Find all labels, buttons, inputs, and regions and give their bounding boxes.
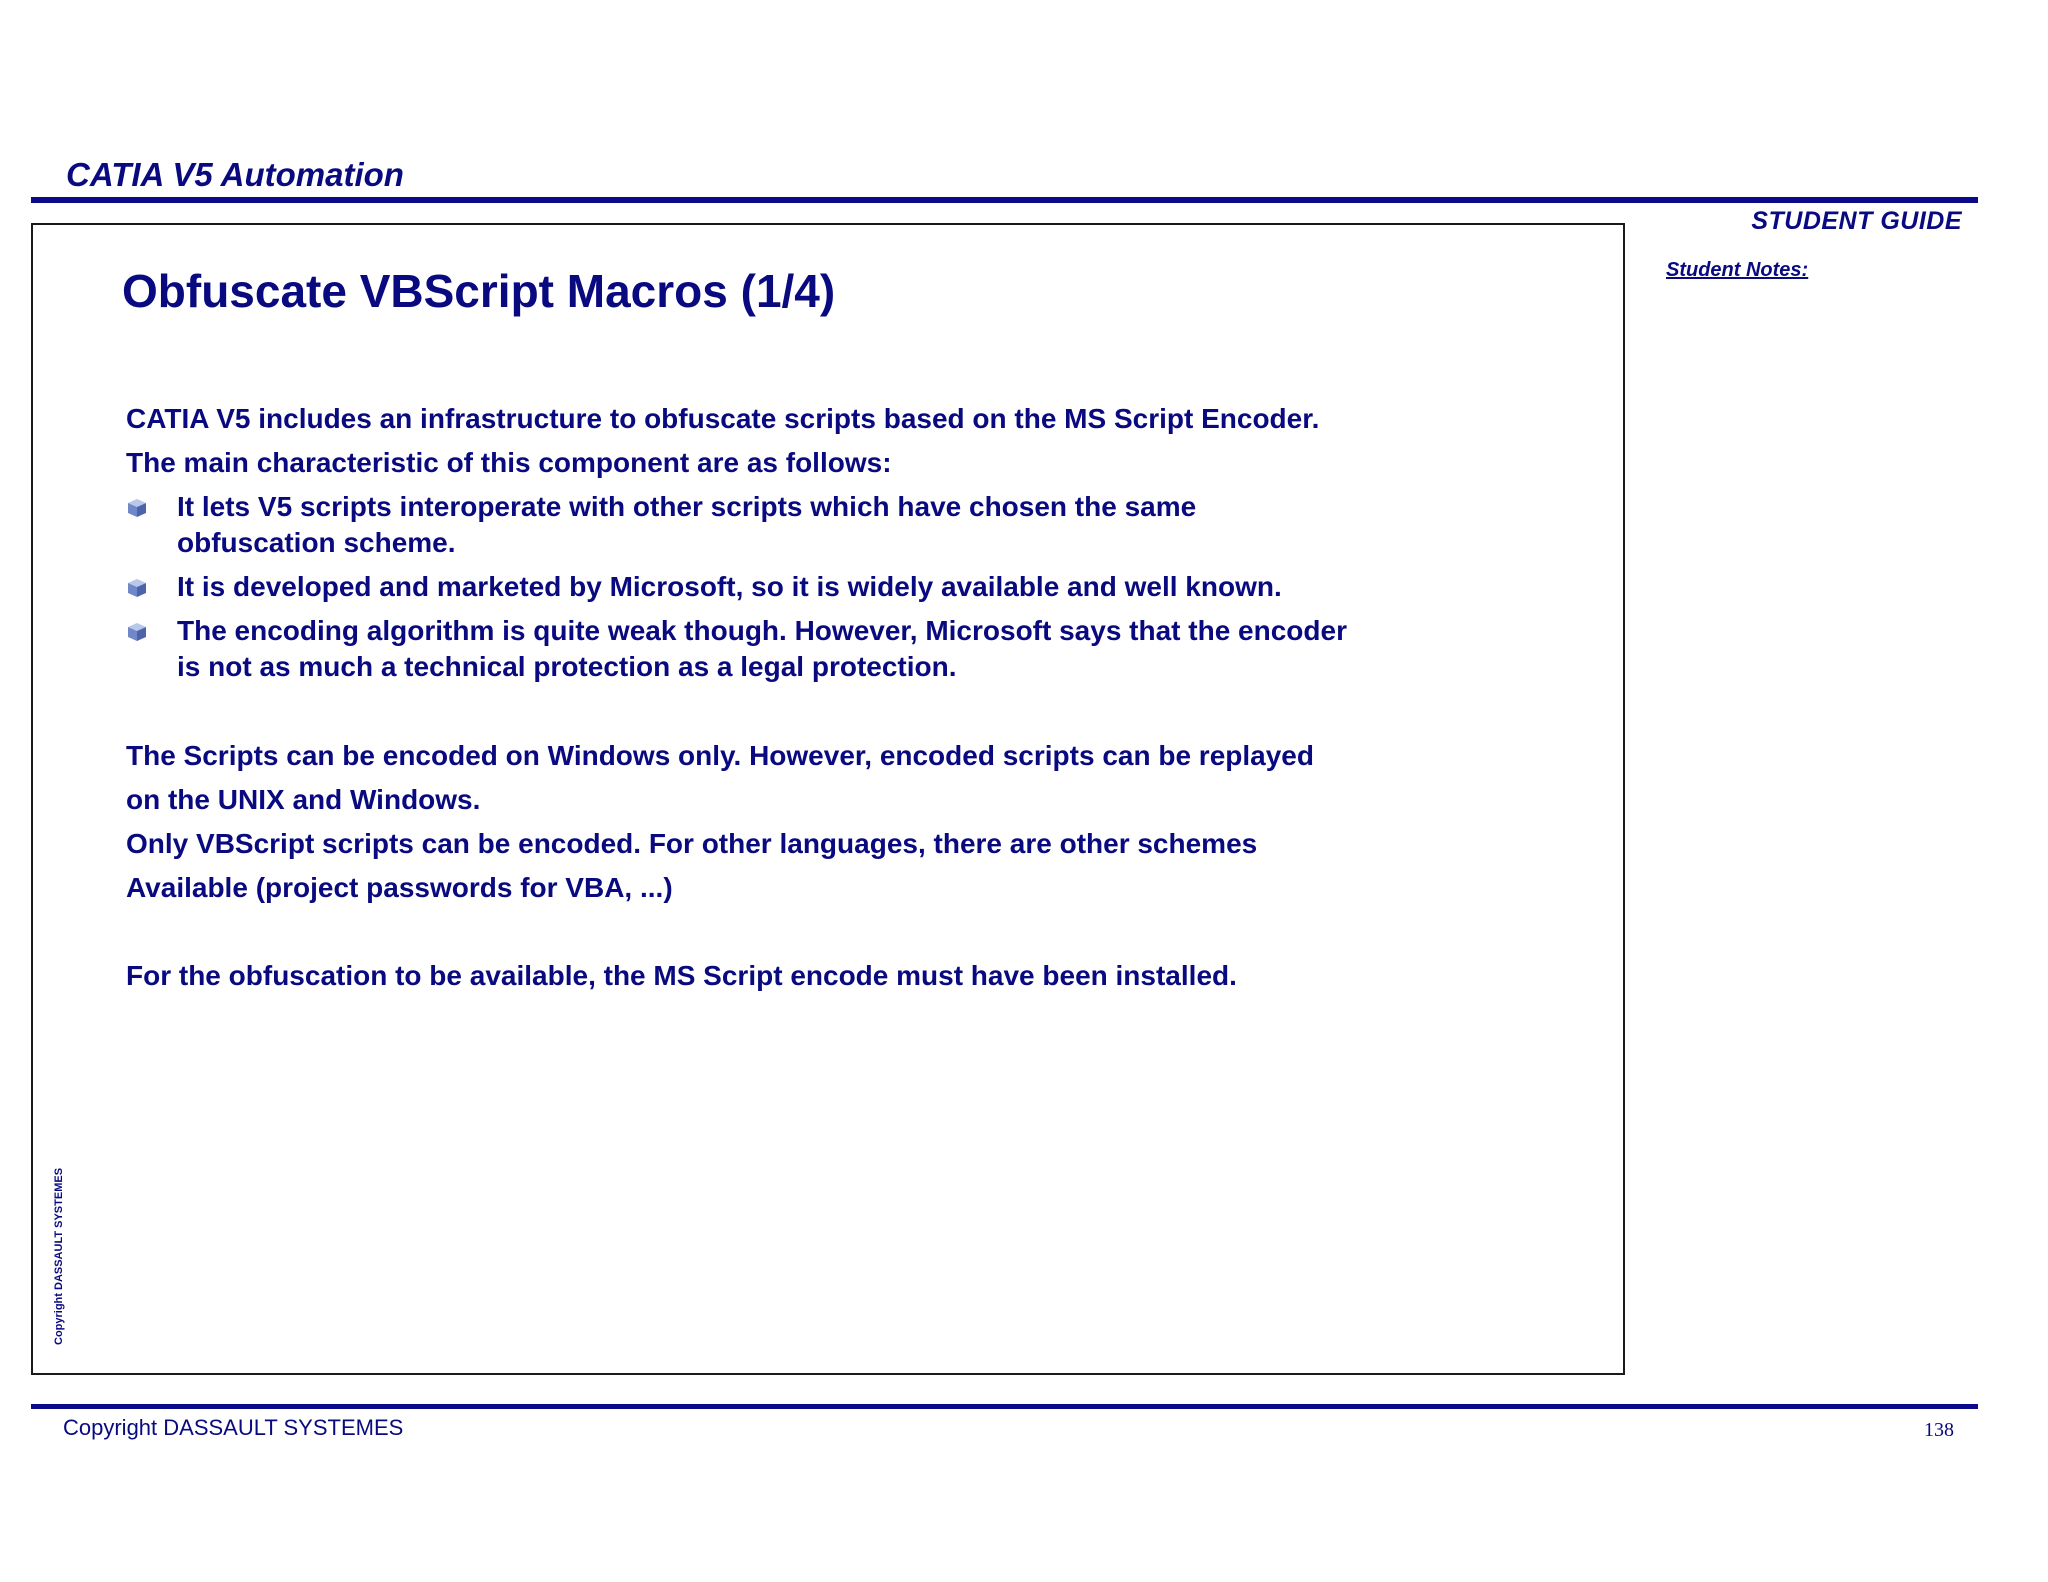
- paragraph2-line-4: Available (project passwords for VBA, ...): [126, 872, 673, 903]
- student-guide-label: STUDENT GUIDE: [1751, 207, 1962, 235]
- paragraph2-line-3: Only VBScript scripts can be encoded. For other languages, there are other schemes: [126, 828, 1258, 859]
- cube-bullet-icon: [126, 498, 148, 518]
- intro-line-2: The main characteristic of this component are as follows:: [126, 447, 892, 478]
- student-notes-label: Student Notes:: [1666, 259, 1809, 281]
- bullet-1-line-2: obfuscation scheme.: [177, 527, 456, 558]
- header-rule: [31, 197, 1978, 203]
- cube-bullet-icon: [126, 622, 148, 642]
- header-title: CATIA V5 Automation: [66, 156, 404, 193]
- page-number: 138: [1924, 1419, 1954, 1441]
- intro-line-1: CATIA V5 includes an infrastructure to obfuscate scripts based on the MS Script Encoder.: [126, 403, 1320, 434]
- bullet-3-line-2: is not as much a technical protection as a legal protection.: [177, 651, 957, 682]
- footer-copyright: Copyright DASSAULT SYSTEMES: [63, 1415, 404, 1440]
- bullet-2-line-1: It is developed and marketed by Microsoft, so it is widely available and well known.: [177, 571, 1282, 602]
- slide-title: Obfuscate VBScript Macros (1/4): [122, 265, 836, 317]
- paragraph2-line-1: The Scripts can be encoded on Windows only. However, encoded scripts can be replayed: [126, 740, 1314, 771]
- paragraph2-line-2: on the UNIX and Windows.: [126, 784, 481, 815]
- side-copyright: Copyright DASSAULT SYSTEMES: [53, 1167, 65, 1345]
- footer-rule: [31, 1404, 1978, 1409]
- cube-bullet-icon: [126, 578, 148, 598]
- bullet-1-line-1: It lets V5 scripts interoperate with other scripts which have chosen the same: [177, 491, 1197, 522]
- bullet-3-line-1: The encoding algorithm is quite weak though. However, Microsoft says that the encoder: [177, 615, 1347, 646]
- paragraph3-line-1: For the obfuscation to be available, the MS Script encode must have been installed.: [126, 960, 1237, 991]
